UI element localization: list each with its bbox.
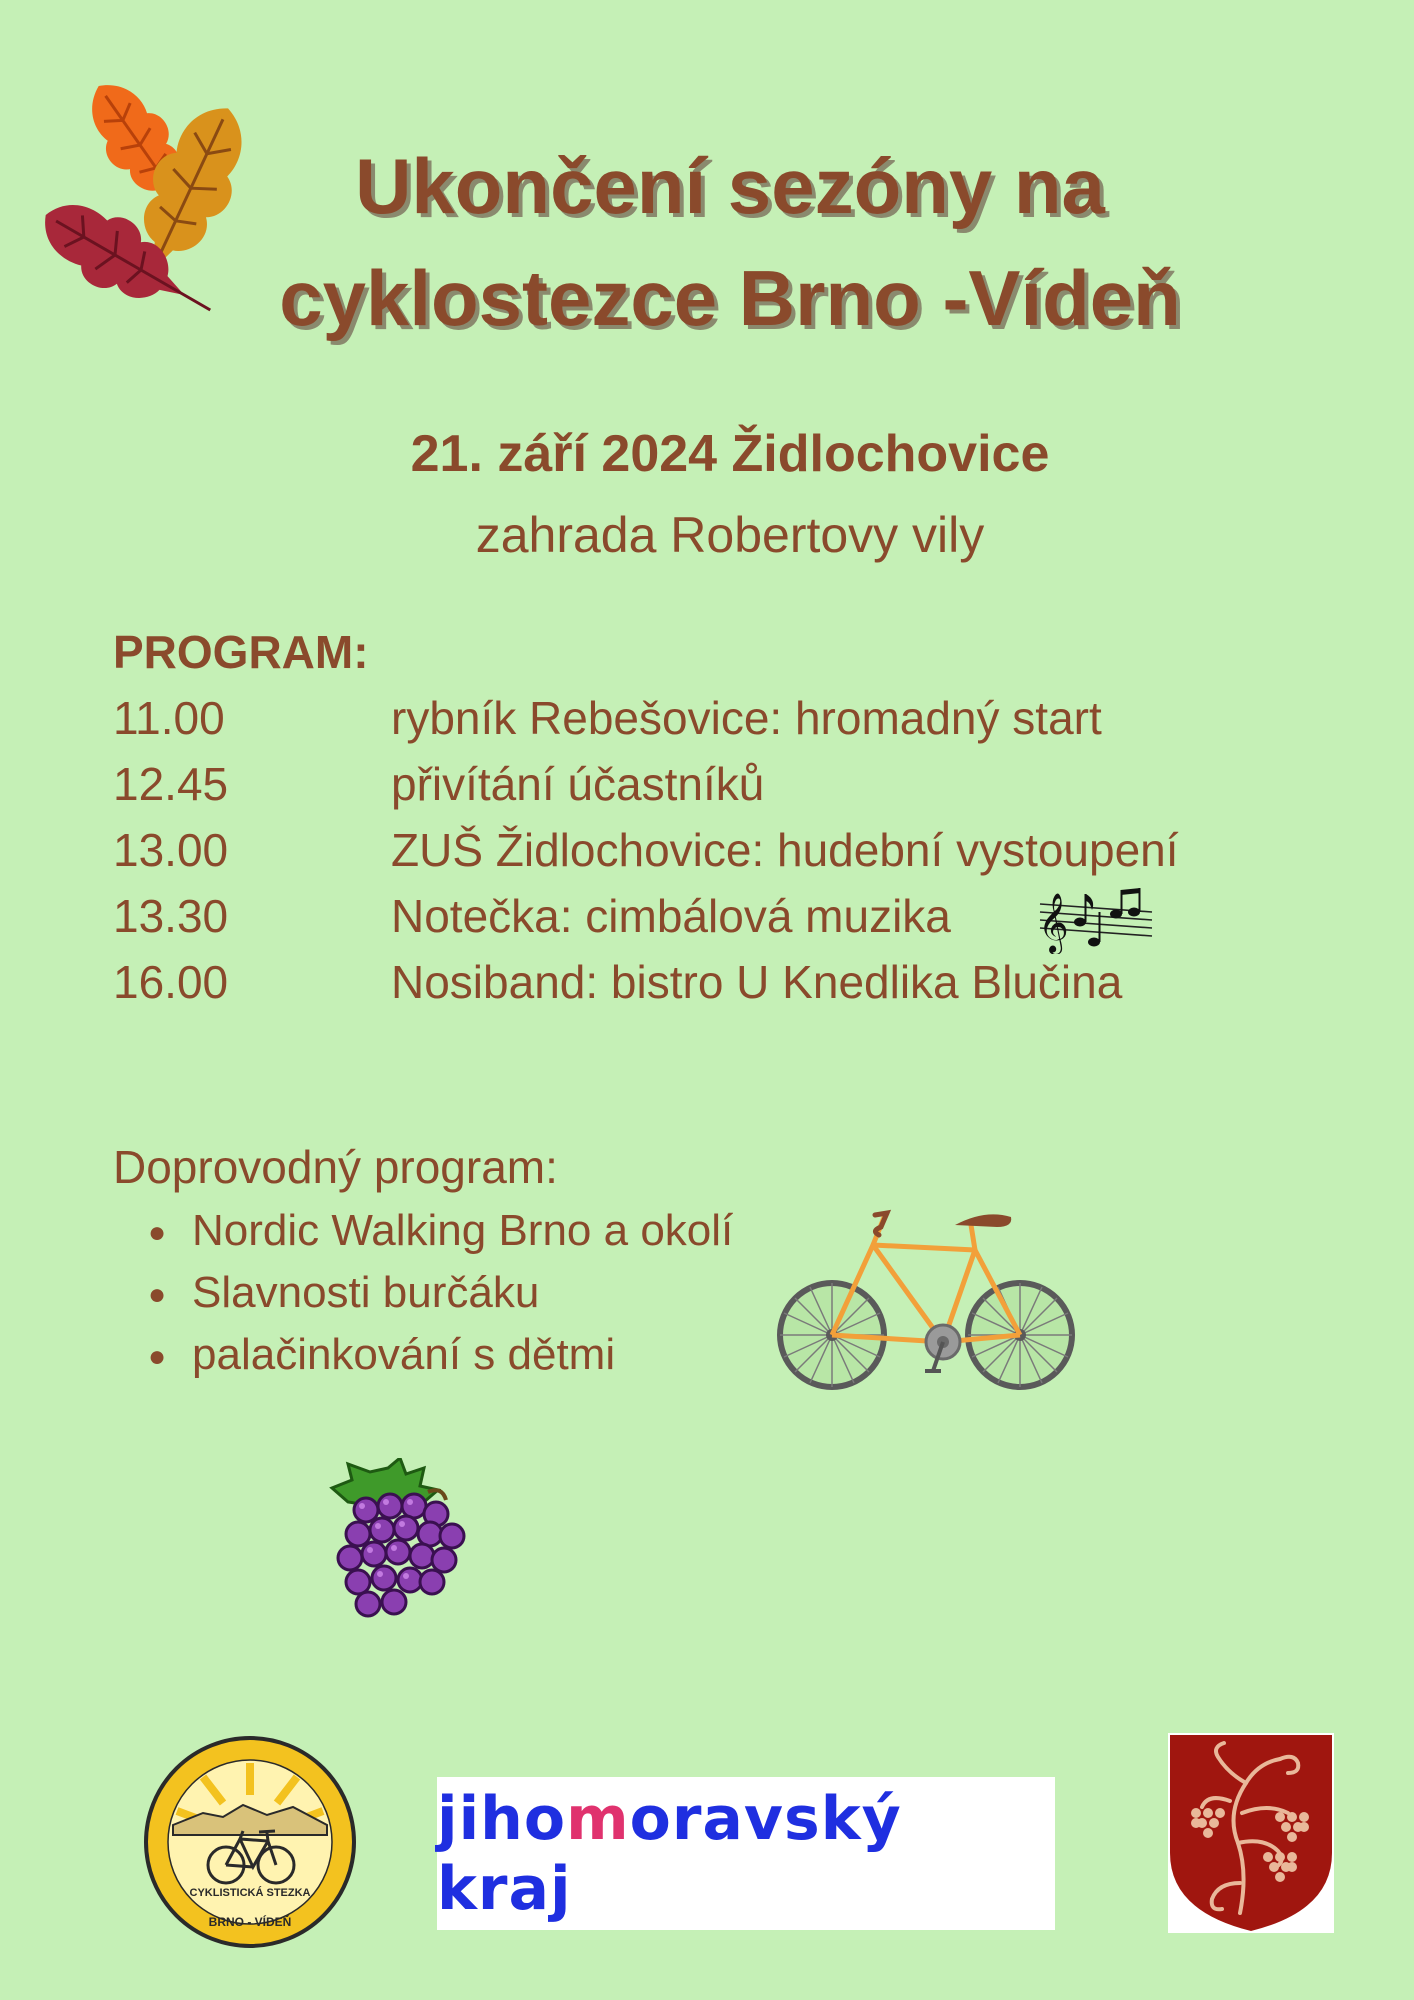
program-text: Notečka: cimbálová muzika <box>391 890 951 942</box>
region-logo-part: oravský kraj <box>437 1783 902 1924</box>
side-program-heading: Doprovodný program: <box>113 1141 558 1193</box>
region-logo-part: jiho <box>437 1783 567 1854</box>
list-item-text: palačinkování s dětmi <box>192 1330 616 1379</box>
list-item <box>148 1324 733 1386</box>
side-program-list <box>148 1200 733 1386</box>
program-time: 13.00 <box>113 824 229 876</box>
program-row <box>113 883 951 949</box>
list-item <box>148 1200 733 1262</box>
program-time: 12.45 <box>113 758 229 810</box>
event-venue: zahrada Robertovy vily <box>475 507 985 563</box>
music-notes-icon <box>1036 882 1156 954</box>
cycle-trail-logo <box>143 1735 357 1949</box>
grapes-icon <box>328 1458 484 1624</box>
bullet-icon: ● <box>148 1216 167 1250</box>
cycle-trail-logo-line-2: BRNO - VÍDEŇ <box>208 1915 292 1929</box>
program-text: přivítání účastníků <box>391 758 765 810</box>
program-row <box>113 685 1102 751</box>
program-row <box>113 751 764 817</box>
bicycle-icon <box>775 1205 1080 1395</box>
svg-text:𝄞: 𝄞 <box>1038 893 1069 953</box>
program-text: ZUŠ Židlochovice: hudební vystoupení <box>391 824 1179 876</box>
program-heading: PROGRAM: <box>113 626 369 678</box>
program-time: 16.00 <box>113 956 229 1008</box>
page-title <box>200 130 1260 354</box>
program-row <box>113 817 1179 883</box>
coat-of-arms-icon <box>1168 1733 1334 1933</box>
region-logo-text <box>437 1784 1055 1924</box>
list-item <box>148 1262 733 1324</box>
program-time: 13.30 <box>113 890 229 942</box>
list-item-text: Slavnosti burčáku <box>192 1268 540 1317</box>
bullet-icon: ● <box>148 1278 167 1312</box>
region-logo <box>437 1777 1055 1930</box>
program-text: Nosiband: bistro U Knedlika Blučina <box>391 956 1123 1008</box>
program-time: 11.00 <box>113 692 225 744</box>
event-date-place: 21. září 2024 Židlochovice <box>410 425 1050 483</box>
title-line-1: Ukončení sezóny na <box>355 142 1105 230</box>
list-item-text: Nordic Walking Brno a okolí <box>192 1206 734 1255</box>
title-line-2: cyklostezce Brno -Vídeň <box>279 254 1181 342</box>
region-logo-accent: m <box>566 1783 630 1854</box>
bullet-icon: ● <box>148 1340 167 1374</box>
program-text: rybník Rebešovice: hromadný start <box>391 692 1102 744</box>
cycle-trail-logo-line-1: CYKLISTICKÁ STEZKA <box>189 1887 311 1899</box>
program-row <box>113 949 1122 1015</box>
